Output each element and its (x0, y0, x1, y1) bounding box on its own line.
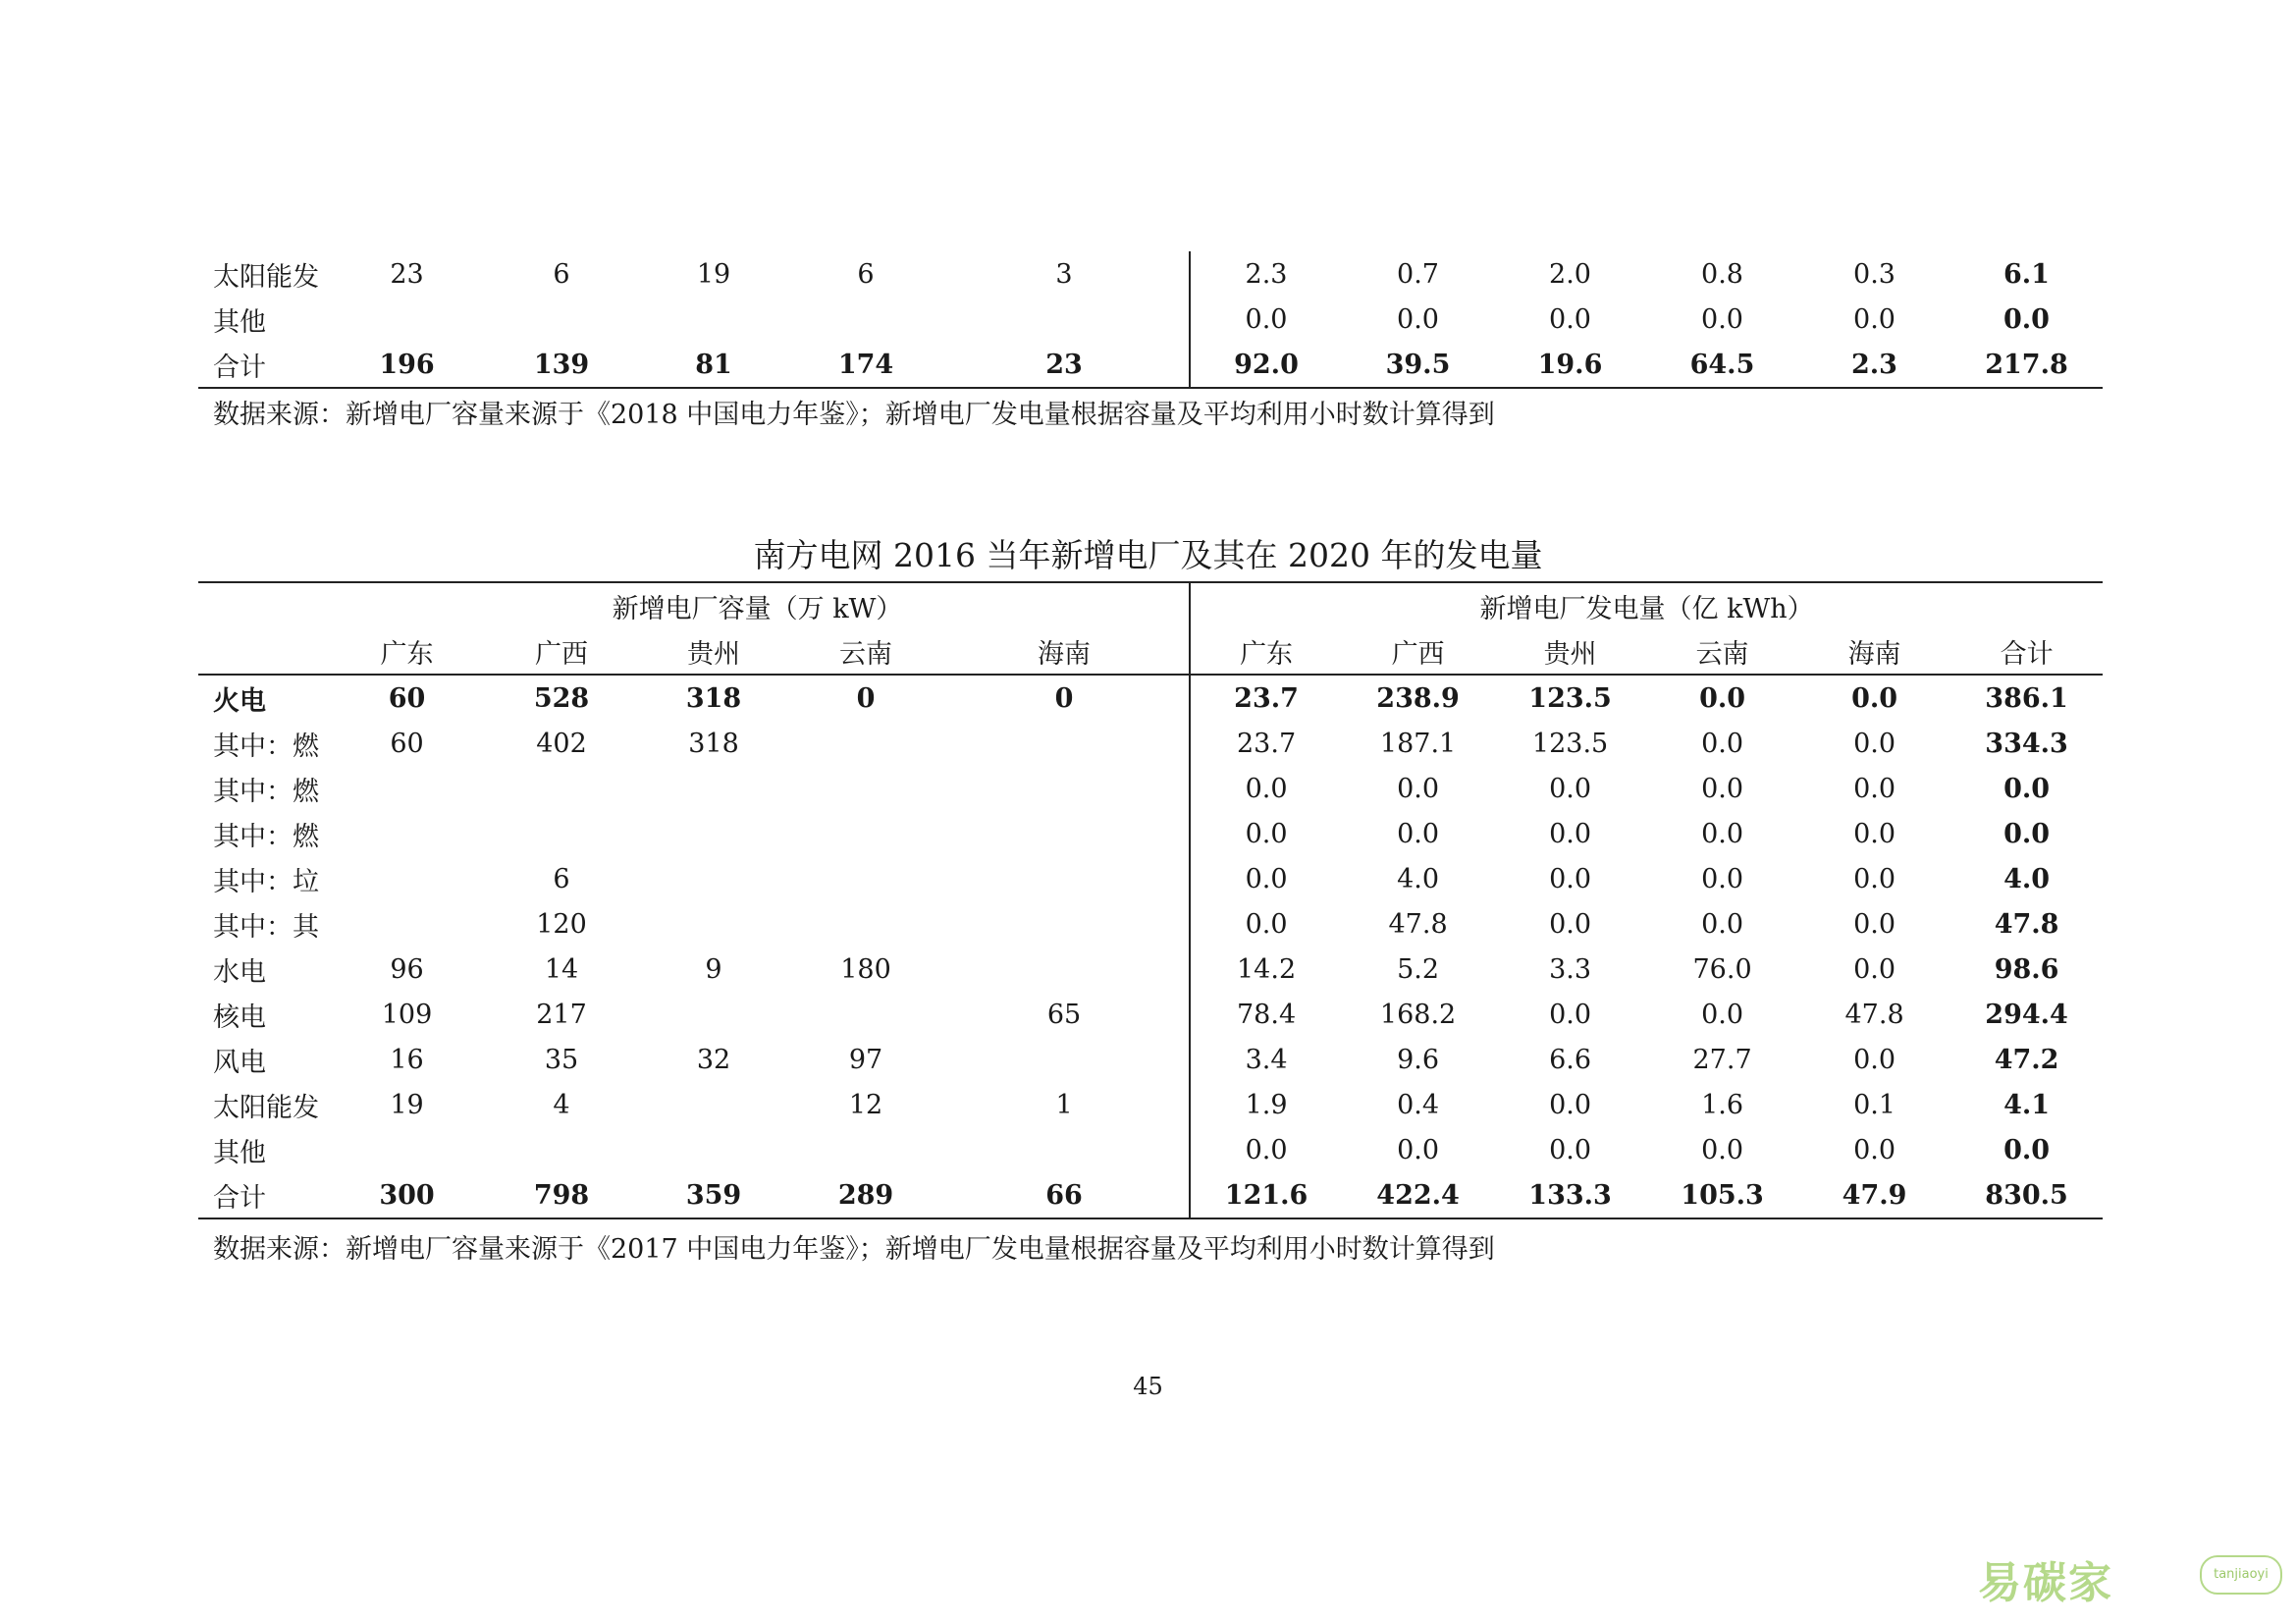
cap-cell (635, 856, 792, 901)
gen-cell: 76.0 (1692, 953, 1752, 985)
watermark-text: 易碳家 (1978, 1558, 2113, 1608)
cap-cell (792, 811, 939, 856)
gen-cell: 0.3 (1853, 258, 1896, 290)
cap-cell: 139 (488, 342, 635, 388)
cap-cell: 798 (488, 1172, 635, 1218)
cap-cell (939, 721, 1190, 766)
gen-cell: 14.2 (1190, 947, 1342, 992)
page-number: 45 (1133, 1373, 1163, 1400)
cap-cell: 19 (696, 258, 731, 290)
gen-cell: 0.0 (1853, 728, 1896, 759)
gen-cell: 0.0 (1549, 1134, 1592, 1165)
cap-cell (792, 901, 939, 947)
cap-cell: 96 (390, 953, 424, 985)
cap-cell: 174 (792, 342, 939, 388)
table-row-total (198, 1172, 2103, 1218)
row-label: 风电 (213, 1047, 266, 1078)
cap-cell (939, 766, 1190, 811)
gen-cell: 0.4 (1397, 1089, 1440, 1120)
row-label: 水电 (213, 956, 266, 988)
cap-cell (326, 856, 488, 901)
gen-cell: 0.0 (1701, 818, 1744, 849)
gen-cell: 19.6 (1494, 342, 1646, 388)
gen-cell: 0.0 (1549, 863, 1592, 894)
gen-cell: 0.0 (1853, 1134, 1896, 1165)
table-row (198, 901, 2103, 947)
top-table (198, 251, 2103, 389)
gen-cell: 0.1 (1853, 1089, 1896, 1120)
cap-cell: 6 (857, 258, 875, 290)
cap-cell (635, 1082, 792, 1127)
cap-cell: 60 (390, 728, 424, 759)
row-label: 火电 (213, 685, 266, 717)
cap-cell: 19 (390, 1089, 424, 1120)
gen-cell: 0.0 (1549, 818, 1592, 849)
gen-cell: 0.0 (1549, 303, 1591, 335)
cap-cell (488, 1127, 635, 1172)
row-label: 核电 (213, 1001, 266, 1033)
gen-cell: 0.0 (1853, 908, 1896, 940)
gen-cell: 0.0 (1853, 863, 1896, 894)
gen-cell: 0.0 (1397, 1134, 1440, 1165)
row-label: 其他 (213, 1137, 266, 1168)
cap-cell: 35 (544, 1044, 579, 1075)
cap-cell (939, 856, 1190, 901)
gen-cell: 121.6 (1190, 1172, 1342, 1218)
total-cell: 0.0 (2003, 773, 2051, 804)
total-cell: 0.0 (2003, 1134, 2051, 1165)
row-label: 其中：其 (213, 911, 319, 943)
cap-cell: 4 (553, 1089, 570, 1120)
row-label: 太阳能发 (213, 261, 319, 293)
cap-cell: 109 (381, 999, 433, 1030)
cap-cell (635, 901, 792, 947)
gen-cell: 0.0 (1549, 1089, 1592, 1120)
cap-cell (488, 766, 635, 811)
cap-cell (326, 811, 488, 856)
gen-cell: 64.5 (1646, 342, 1798, 388)
column-header: 贵州 (635, 628, 792, 675)
column-header-row (198, 628, 2103, 675)
column-header: 海南 (939, 628, 1190, 675)
cap-cell (635, 1127, 792, 1172)
column-header: 云南 (1646, 628, 1798, 675)
gen-cell: 23.7 (1190, 675, 1342, 721)
total-cell: 386.1 (1985, 682, 2068, 714)
gen-cell: 47.9 (1798, 1172, 1950, 1218)
gen-cell: 4.0 (1397, 863, 1440, 894)
column-header: 海南 (1798, 628, 1950, 675)
cap-cell: 66 (939, 1172, 1190, 1218)
cap-cell: 16 (390, 1044, 424, 1075)
main-table (198, 581, 2103, 1219)
gen-cell: 0.0 (1853, 303, 1896, 335)
cap-cell (792, 1127, 939, 1172)
gen-cell: 422.4 (1342, 1172, 1494, 1218)
cap-cell: 97 (848, 1044, 883, 1075)
gen-cell: 0.0 (1701, 863, 1744, 894)
table-row (198, 297, 2103, 342)
gen-cell: 0.0 (1853, 1044, 1896, 1075)
group-header-row (198, 582, 2103, 628)
cap-cell (792, 992, 939, 1037)
cap-cell (939, 947, 1190, 992)
cap-cell (792, 297, 939, 342)
generation-group-header: 新增电厂发电量（亿 kWh） (1190, 582, 2103, 628)
table-row (198, 766, 2103, 811)
gen-cell: 2.3 (1190, 251, 1342, 297)
column-header: 广东 (1190, 628, 1342, 675)
row-label: 其中：垃 (213, 866, 319, 897)
gen-cell: 0.0 (1549, 773, 1592, 804)
total-cell: 0.0 (2003, 303, 2050, 335)
gen-cell: 238.9 (1376, 682, 1460, 714)
cap-cell (326, 297, 488, 342)
cap-cell: 3 (1055, 258, 1073, 290)
cap-cell: 0 (856, 682, 876, 714)
gen-cell: 0.0 (1701, 773, 1744, 804)
source-note: 数据来源：新增电厂容量来源于《2018 中国电力年鉴》；新增电厂发电量根据容量及平均利用小时数计算得到 (213, 400, 1495, 430)
table-row-total (198, 342, 2103, 388)
total-cell: 47.8 (1994, 908, 2059, 940)
cap-cell: 359 (635, 1172, 792, 1218)
cap-cell (488, 297, 635, 342)
gen-cell: 2.3 (1798, 342, 1950, 388)
gen-cell: 92.0 (1190, 342, 1342, 388)
total-cell: 4.1 (2003, 1089, 2051, 1120)
gen-cell: 0.0 (1397, 818, 1440, 849)
gen-cell: 0.0 (1190, 856, 1342, 901)
total-cell: 47.2 (1994, 1044, 2059, 1075)
cap-cell (326, 766, 488, 811)
gen-cell: 3.3 (1549, 953, 1592, 985)
cap-cell: 6 (553, 863, 570, 894)
row-label: 合计 (198, 1172, 326, 1218)
cap-cell (635, 992, 792, 1037)
table-row (198, 675, 2103, 721)
gen-cell: 0.0 (1190, 901, 1342, 947)
cap-cell (326, 901, 488, 947)
cap-cell: 60 (388, 682, 426, 714)
table-row (198, 1037, 2103, 1082)
cap-cell: 402 (536, 728, 587, 759)
row-label: 其他 (213, 306, 266, 338)
column-header: 广西 (1342, 628, 1494, 675)
row-label: 其中：燃 (213, 821, 319, 852)
cap-cell (939, 1037, 1190, 1082)
column-header: 广西 (488, 628, 635, 675)
cap-cell: 289 (792, 1172, 939, 1218)
gen-cell: 0.0 (1549, 908, 1592, 940)
gen-cell: 187.1 (1379, 728, 1457, 759)
cap-cell: 0 (1054, 682, 1074, 714)
total-cell: 0.0 (2003, 818, 2051, 849)
column-header: 贵州 (1494, 628, 1646, 675)
gen-cell: 1.9 (1190, 1082, 1342, 1127)
cap-cell (939, 1127, 1190, 1172)
gen-cell: 47.8 (1844, 999, 1904, 1030)
gen-cell: 0.0 (1397, 303, 1439, 335)
source-note: 数据来源：新增电厂容量来源于《2017 中国电力年鉴》；新增电厂发电量根据容量及平均利用小时数计算得到 (213, 1234, 1495, 1265)
column-header: 广东 (326, 628, 488, 675)
gen-cell: 0.0 (1853, 773, 1896, 804)
row-label: 合计 (198, 342, 326, 388)
cap-cell: 180 (840, 953, 891, 985)
capacity-group-header: 新增电厂容量（万 kW） (326, 582, 1190, 628)
gen-cell: 133.3 (1494, 1172, 1646, 1218)
gen-cell: 6.6 (1549, 1044, 1592, 1075)
cap-cell (939, 901, 1190, 947)
total-cell: 334.3 (1985, 728, 2068, 759)
cap-cell (792, 856, 939, 901)
gen-cell: 0.7 (1397, 258, 1439, 290)
gen-cell: 0.0 (1853, 818, 1896, 849)
cap-cell: 6 (553, 258, 570, 290)
gen-cell: 23.7 (1190, 721, 1342, 766)
gen-cell: 0.0 (1701, 303, 1743, 335)
cap-cell: 1 (1055, 1089, 1073, 1120)
cap-cell: 9 (705, 953, 722, 985)
gen-cell: 105.3 (1646, 1172, 1798, 1218)
gen-cell: 0.0 (1701, 908, 1744, 940)
row-label: 其中：燃 (213, 776, 319, 807)
gen-cell: 123.5 (1528, 682, 1612, 714)
cap-cell (326, 1127, 488, 1172)
gen-cell: 47.8 (1388, 908, 1448, 940)
row-label: 太阳能发 (213, 1092, 319, 1123)
table-row (198, 811, 2103, 856)
watermark-logo (1978, 1547, 2282, 1606)
table-title: 南方电网 2016 当年新增电厂及其在 2020 年的发电量 (753, 536, 1543, 574)
table-row (198, 947, 2103, 992)
cap-cell: 12 (848, 1089, 883, 1120)
gen-cell: 9.6 (1397, 1044, 1440, 1075)
gen-cell: 0.0 (1853, 953, 1896, 985)
watermark-badge: tanjiaoyi (2200, 1555, 2282, 1595)
cap-cell (635, 297, 792, 342)
gen-cell: 0.0 (1190, 297, 1342, 342)
cap-cell (488, 811, 635, 856)
gen-cell: 3.4 (1190, 1037, 1342, 1082)
gen-cell: 0.0 (1549, 999, 1592, 1030)
cap-cell: 81 (635, 342, 792, 388)
gen-cell: 27.7 (1692, 1044, 1752, 1075)
gen-cell: 0.0 (1190, 1127, 1342, 1172)
cap-cell (792, 721, 939, 766)
cap-cell: 32 (696, 1044, 731, 1075)
gen-cell: 78.4 (1190, 992, 1342, 1037)
cap-cell: 217 (536, 999, 587, 1030)
total-cell: 217.8 (1950, 342, 2103, 388)
cap-cell: 120 (536, 908, 587, 940)
total-cell: 294.4 (1985, 999, 2068, 1030)
cap-cell (635, 766, 792, 811)
table-row (198, 1082, 2103, 1127)
cap-cell: 528 (533, 682, 590, 714)
cap-cell (939, 811, 1190, 856)
table-row (198, 1127, 2103, 1172)
gen-cell: 123.5 (1531, 728, 1609, 759)
table-row (198, 721, 2103, 766)
cap-cell (792, 766, 939, 811)
gen-cell: 0.0 (1190, 766, 1342, 811)
row-label: 其中：燃 (213, 731, 319, 762)
cap-cell (635, 811, 792, 856)
gen-cell: 39.5 (1342, 342, 1494, 388)
cap-cell: 300 (326, 1172, 488, 1218)
gen-cell: 0.0 (1701, 999, 1744, 1030)
table-row (198, 251, 2103, 297)
column-header: 云南 (792, 628, 939, 675)
gen-cell: 0.8 (1701, 258, 1743, 290)
gen-cell: 0.0 (1851, 682, 1898, 714)
cap-cell: 23 (939, 342, 1190, 388)
gen-cell: 0.0 (1190, 811, 1342, 856)
column-header: 合计 (1950, 628, 2103, 675)
gen-cell: 0.0 (1701, 728, 1744, 759)
cap-cell: 23 (390, 258, 424, 290)
table-row (198, 992, 2103, 1037)
gen-cell: 1.6 (1701, 1089, 1744, 1120)
total-cell: 4.0 (2003, 863, 2051, 894)
total-cell: 6.1 (2003, 258, 2050, 290)
table-row (198, 856, 2103, 901)
gen-cell: 2.0 (1549, 258, 1591, 290)
gen-cell: 0.0 (1701, 1134, 1744, 1165)
gen-cell: 0.0 (1699, 682, 1746, 714)
gen-cell: 5.2 (1397, 953, 1440, 985)
gen-cell: 168.2 (1379, 999, 1457, 1030)
total-cell: 98.6 (1994, 953, 2059, 985)
cap-cell: 65 (1046, 999, 1082, 1030)
total-cell: 830.5 (1950, 1172, 2103, 1218)
cap-cell: 196 (326, 342, 488, 388)
gen-cell: 0.0 (1397, 773, 1440, 804)
cap-cell (939, 297, 1190, 342)
cap-cell: 318 (688, 728, 739, 759)
cap-cell: 14 (544, 953, 579, 985)
cap-cell: 318 (685, 682, 742, 714)
